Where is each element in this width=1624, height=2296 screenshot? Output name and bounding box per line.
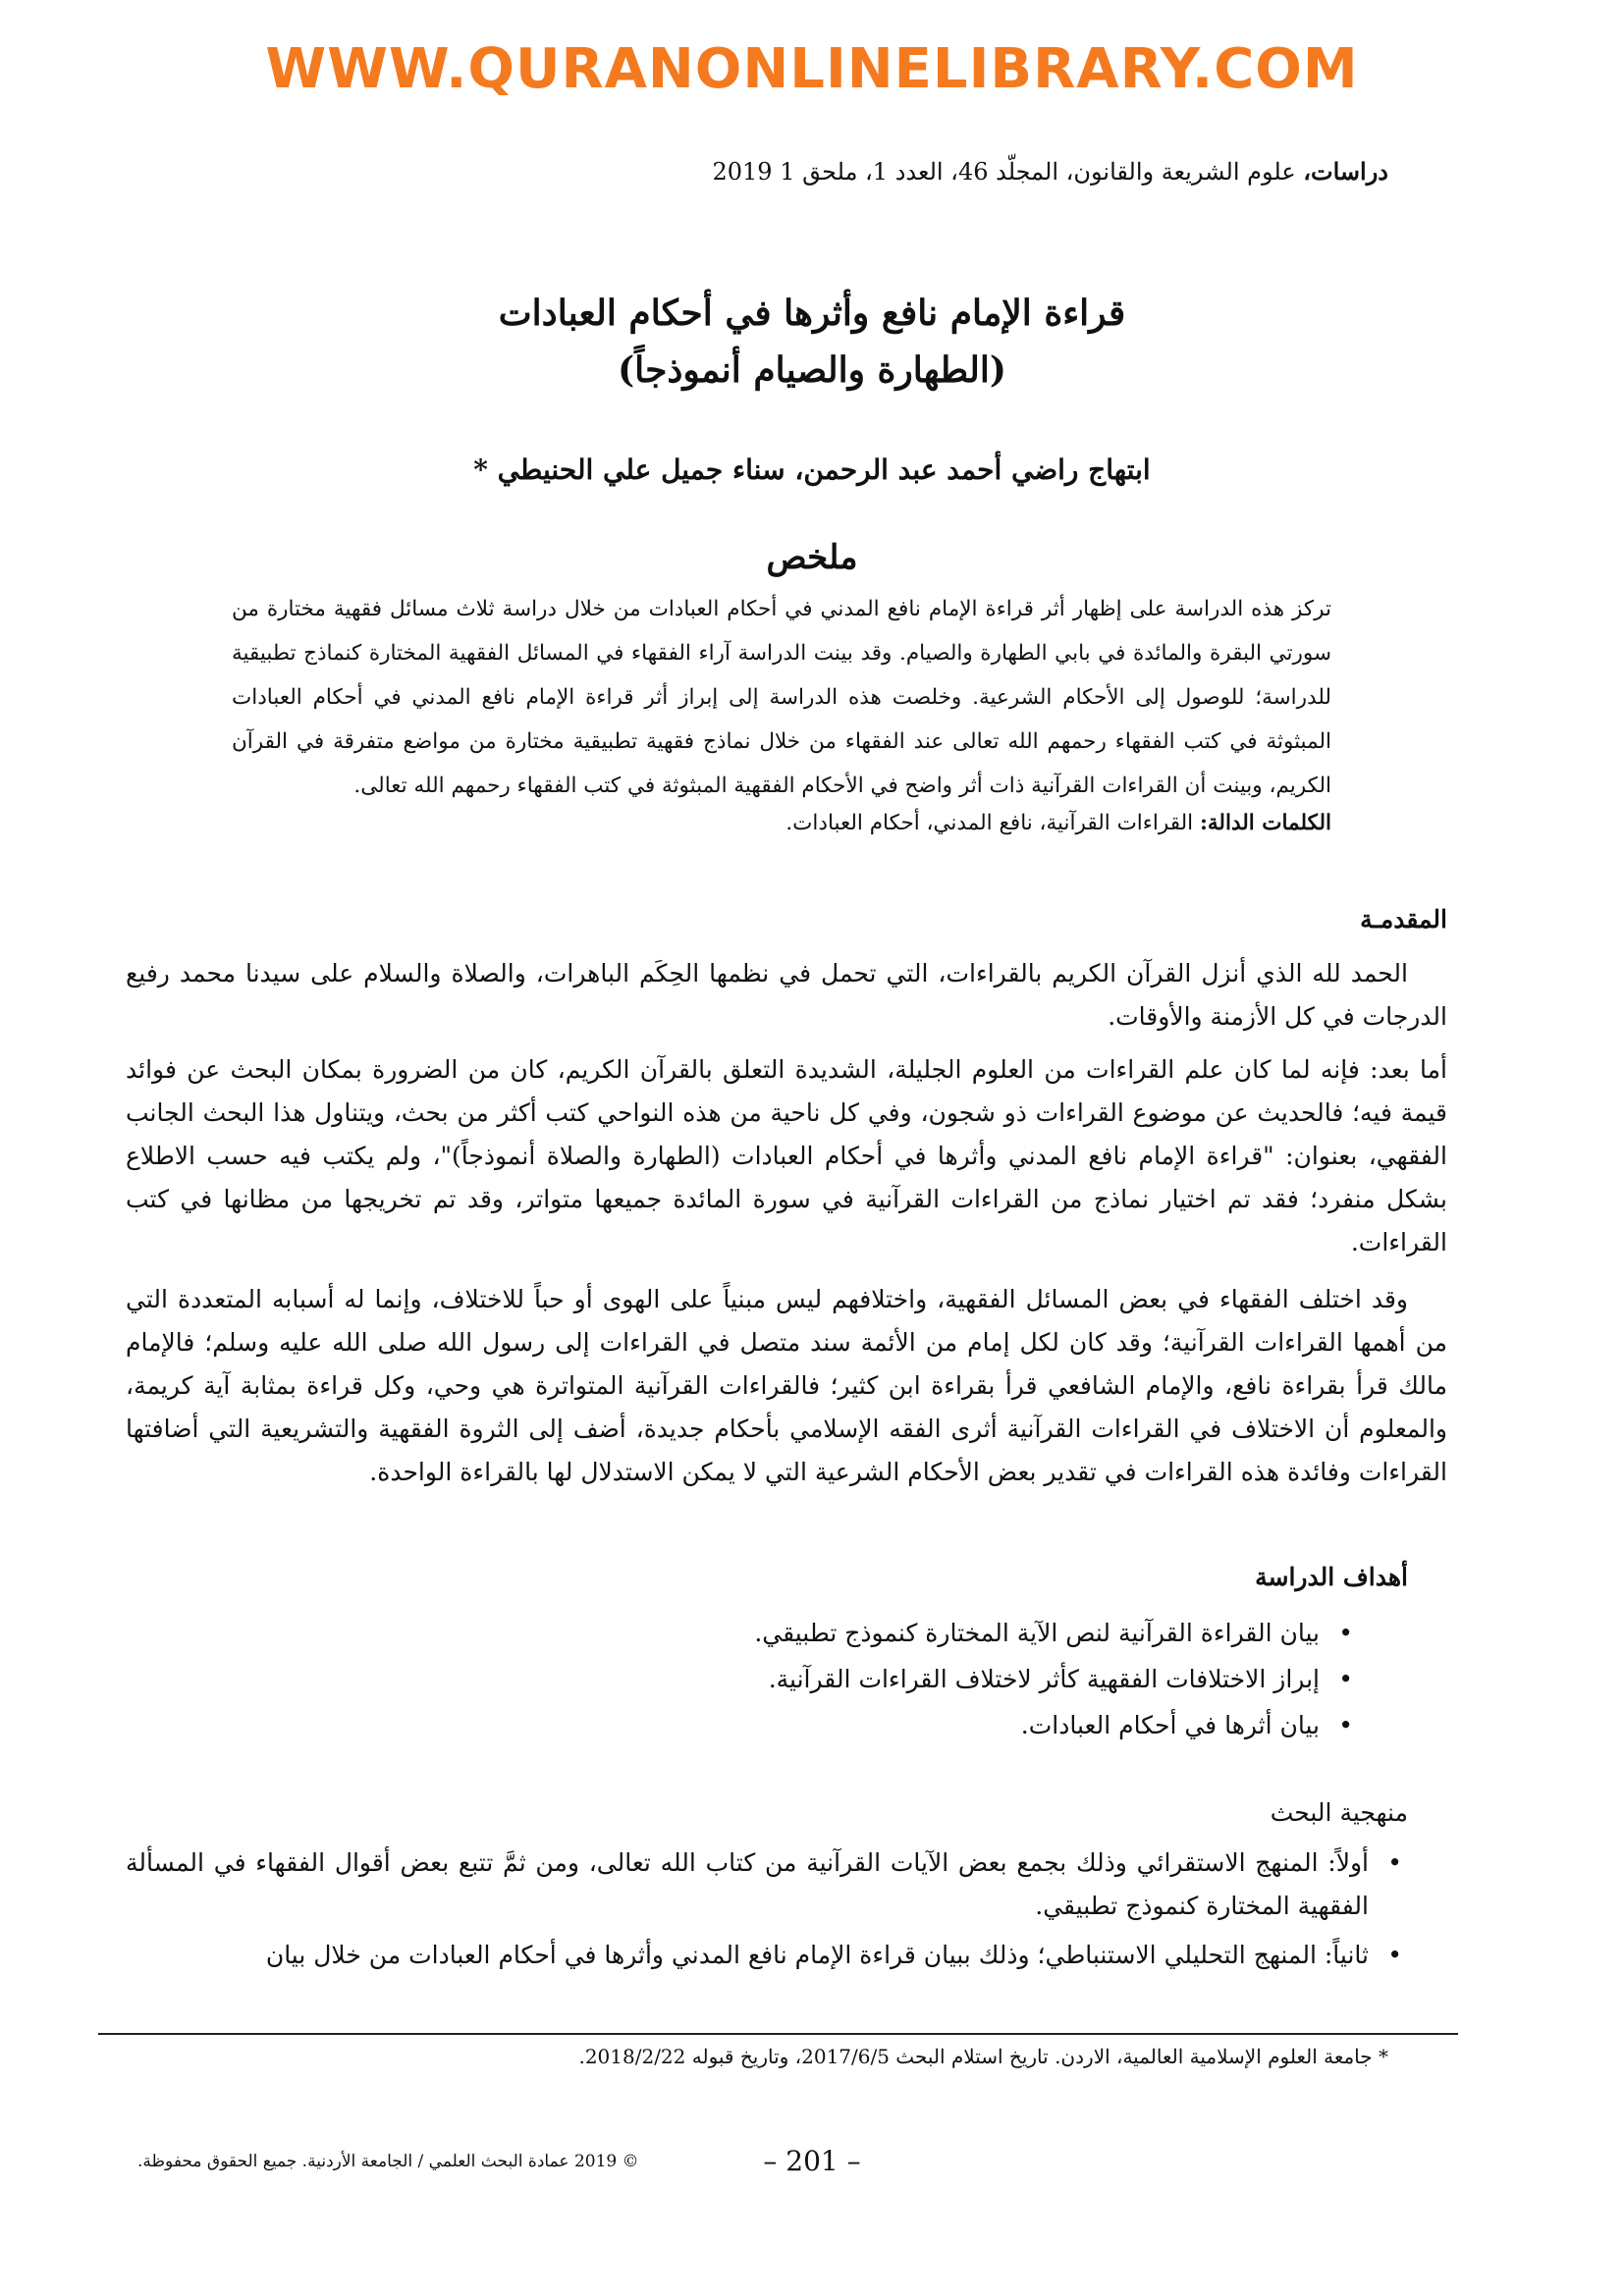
title-line-1: قراءة الإمام نافع وأثرها في أحكام العبادات: [498, 293, 1126, 334]
authors: ابتهاج راضي أحمد عبد الرحمن، سناء جميل علي الحنيطي *: [473, 454, 1151, 486]
footnote-divider: [98, 2033, 1458, 2035]
list-item: • بيان القراءة القرآنية لنص الآية المختارة كنموذج تطبيقي.: [475, 1610, 1359, 1656]
abstract-text: تركز هذه الدراسة على إظهار أثر قراءة الإمام نافع المدني في أحكام العبادات من خلال دراسة ثلاث مسائل فقهية مختارة من سورتي البقرة والمائدة في بابي الطهارة والصيام. وقد بينت الدراسة آراء الفقهاء في المسائل الفقهية المختارة كنماذج تطبيقية للدراسة؛ للوصول إلى الأحكام الشرعية. وخلصت هذه الدراسة إلى إبراز أثر قراءة الإمام نافع المدني في أحكام العبادات المبثوثة في كتب الفقهاء رحمهم الله تعالى عند الفقهاء من خلال نماذج فقهية تطبيقية مختارة من مواضع متفرقة في القرآن الكريم، وبينت أن القراءات القرآنية ذات أثر واضح في الأحكام الفقهية المبثوثة في كتب الفقهاء رحمهم الله تعالى.: [232, 597, 1331, 798]
list-item: • أولاً: المنهج الاستقرائي وذلك بجمع بعض الآيات القرآنية من كتاب الله تعالى، ومن ثمَّ تتبع بعض أقوال الفقهاء في المسألة الفقهية المختارة كنموذج تطبيقي.: [126, 1842, 1408, 1928]
goals-list: [475, 1610, 1359, 1748]
footnote: * جامعة العلوم الإسلامية العالمية، الاردن. تاريخ استلام البحث 2017/6/5، وتاريخ قبوله 2018/2/22.: [578, 2045, 1388, 2068]
intro-paragraph-3: وقد اختلف الفقهاء في بعض المسائل الفقهية، واختلافهم ليس مبنياً على الهوى أو حباً للاختلاف، وإنما له أسبابه المتعددة التي من أهمها القراءات القرآنية؛ وقد كان لكل إمام من الأئمة سند متصل في القراءات إلى رسول الله صلى الله عليه وسلم؛ فالإمام مالك قرأ بقراءة نافع، والإمام الشافعي قرأ بقراءة ابن كثير؛ فالقراءات القرآنية المتواترة هي وحي، وكل قراءة بمثابة آية كريمة، والمعلوم أن الاختلاف في القراءات القرآنية أثرى الفقه الإسلامي بأحكام جديدة، أضف إلى الثروة الفقهية والتشريعية التي أضافتها القراءات وفائدة هذه القراءات في تقدير بعض الأحكام الشرعية التي لا يمكن الاستدلال لها بالقراءة الواحدة.: [126, 1285, 1447, 1486]
journal-brand: دراسات،: [1303, 157, 1388, 186]
site-watermark: WWW.QURANONLINELIBRARY.COM: [265, 37, 1359, 101]
intro-paragraph-1: الحمد لله الذي أنزل القرآن الكريم بالقراءات، التي تحمل في نظمها الحِكَم الباهرات، والصلاة والسلام على سيدنا محمد رفيع الدرجات في كل الأزمنة والأوقات.: [126, 959, 1447, 1031]
copyright-notice: © 2019 عمادة البحث العلمي / الجامعة الأردنية. جميع الحقوق محفوظة.: [137, 2152, 639, 2171]
list-item: • إبراز الاختلافات الفقهية كأثر لاختلاف القراءات القرآنية.: [475, 1656, 1359, 1702]
method-list: [126, 1842, 1408, 1983]
title-line-2: (الطهارة والصيام أنموذجاً): [618, 349, 1006, 391]
list-item: • ثانياً: المنهج التحليلي الاستنباطي؛ وذلك ببيان قراءة الإمام نافع المدني وأثرها في أحكام العبادات من خلال بيان: [126, 1934, 1408, 1977]
method-heading: منهجية البحث: [1270, 1798, 1408, 1827]
paper-title: [0, 285, 1624, 399]
journal-header: [712, 157, 1388, 186]
keywords-label: الكلمات الدالة:: [1199, 811, 1331, 835]
keywords: [232, 811, 1331, 835]
page-number: – 201 –: [763, 2145, 861, 2177]
keywords-list: القراءات القرآنية، نافع المدني، أحكام العبادات.: [785, 811, 1200, 835]
list-item: • بيان أثرها في أحكام العبادات.: [475, 1702, 1359, 1748]
abstract-heading: ملخص: [766, 538, 858, 577]
intro-heading: المقدمـة: [1360, 905, 1447, 934]
goals-heading: أهداف الدراسة: [1255, 1563, 1408, 1591]
intro-paragraph-2: أما بعد: فإنه لما كان علم القراءات من العلوم الجليلة، الشديدة التعلق بالقرآن الكريم، كان من الضرورة بمكان البحث عن فوائد قيمة فيه؛ فالحديث عن موضوع القراءات ذو شجون، وفي كل ناحية من هذه النواحي كتب أكثر من بحث، ويتناول هذا البحث الجانب الفقهي، بعنوان: "قراءة الإمام نافع المدني وأثرها في أحكام العبادات (الطهارة والصلاة أنموذجاً)"، ولم يكتب فيه حسب الاطلاع بشكل منفرد؛ فقد تم اختيار نماذج من القراءات القرآنية في سورة المائدة جميعها متواتر، وقد تم تخريجها من مظانها في كتب القراءات.: [126, 1055, 1447, 1256]
journal-issue: علوم الشريعة والقانون، المجلّد 46، العدد 1، ملحق 1 2019: [712, 158, 1304, 186]
